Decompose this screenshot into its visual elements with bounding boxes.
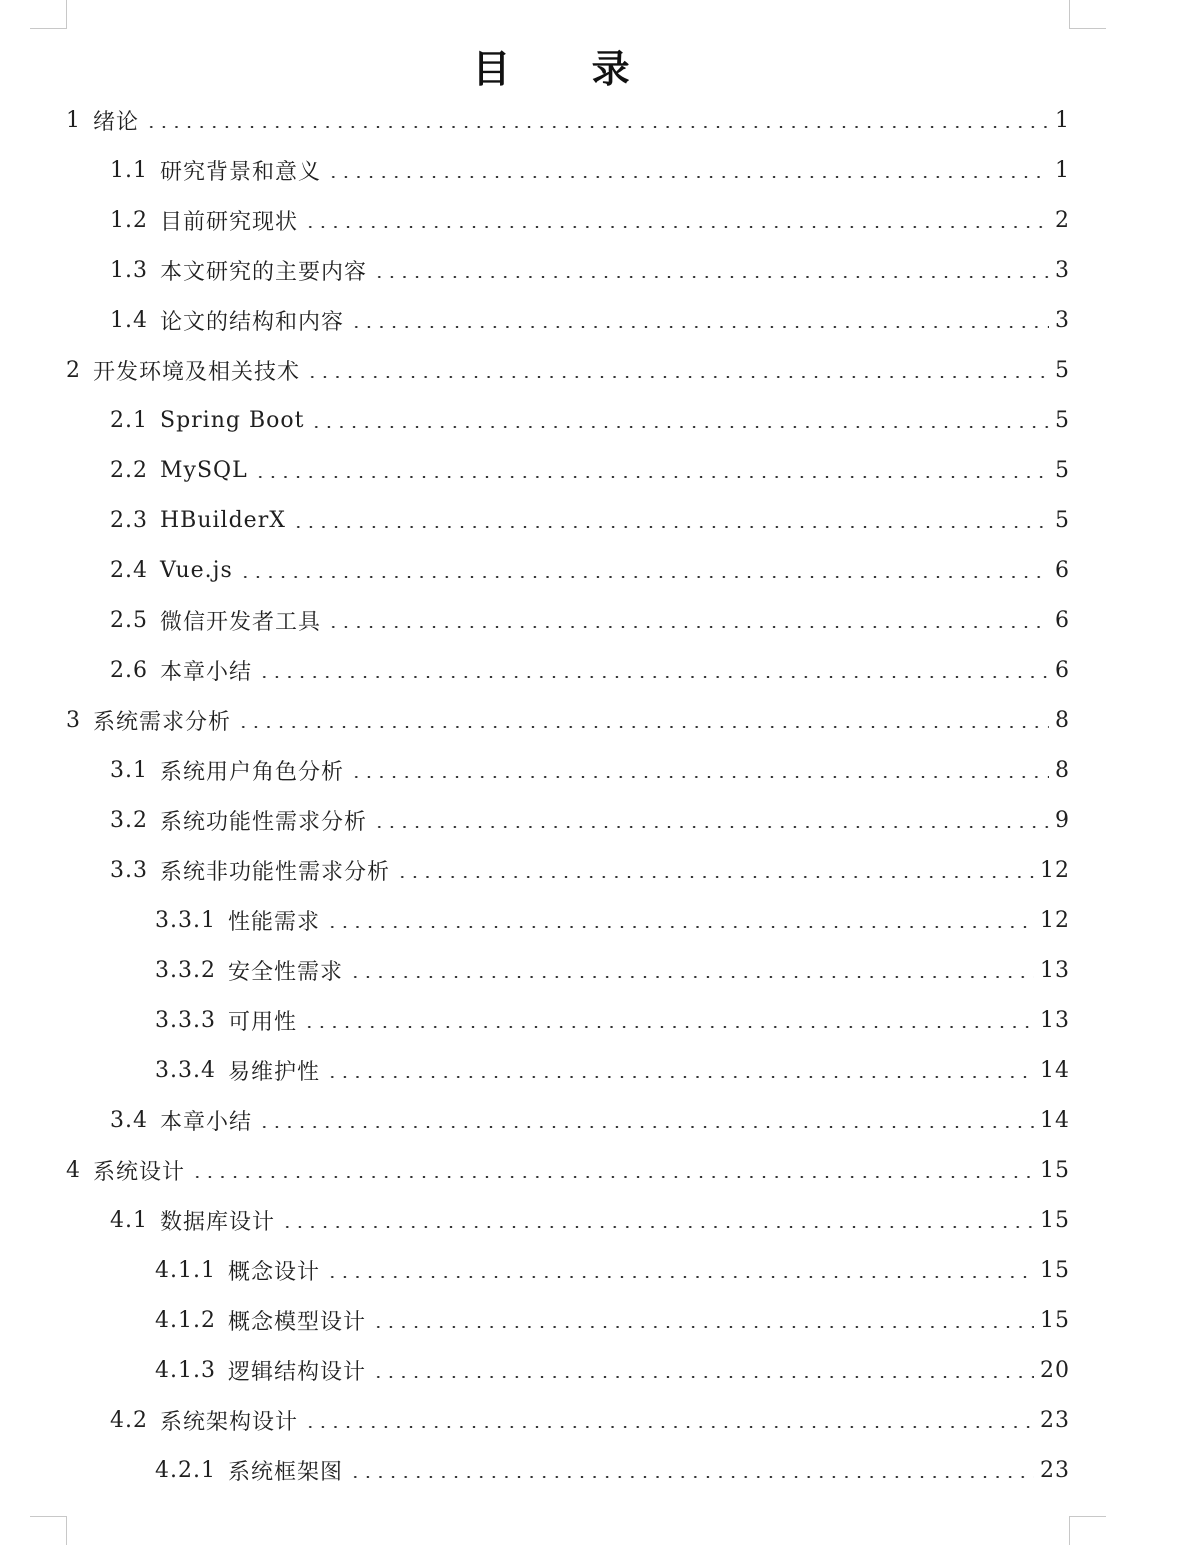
toc-entry[interactable]	[110, 295, 1070, 345]
toc-entry[interactable]	[66, 1145, 1070, 1195]
toc-entry[interactable]	[155, 895, 1070, 945]
toc-entry-number: 3	[66, 707, 81, 733]
toc-entry[interactable]	[110, 395, 1070, 445]
toc-entry-page-number: 8	[1055, 757, 1070, 783]
toc-dot-leader	[258, 1126, 1034, 1128]
toc-dot-leader	[327, 626, 1049, 628]
toc-entry-number: 2.6	[110, 657, 148, 683]
toc-entry-title: 系统功能性需求分析	[160, 809, 368, 835]
toc-entry[interactable]	[110, 1195, 1070, 1245]
toc-entry-number: 4.2	[110, 1407, 148, 1433]
toc-entry-number: 3.4	[110, 1107, 148, 1133]
toc-entry-title: HBuilderX	[160, 507, 286, 533]
toc-entry[interactable]	[110, 245, 1070, 295]
toc-entry[interactable]	[110, 645, 1070, 695]
toc-dot-leader	[281, 1226, 1034, 1228]
toc-dot-leader	[326, 1276, 1034, 1278]
toc-entry-title: Spring Boot	[160, 407, 305, 433]
toc-entry-page-number: 9	[1055, 807, 1070, 833]
toc-entry[interactable]	[66, 345, 1070, 395]
toc-dot-leader	[191, 1176, 1034, 1178]
toc-entry-page-number: 15	[1040, 1257, 1070, 1283]
toc-entry[interactable]	[155, 1245, 1070, 1295]
toc-dot-leader	[254, 476, 1049, 478]
toc-entry-number: 3.1	[110, 757, 148, 783]
toc-entry[interactable]	[110, 1095, 1070, 1145]
toc-entry[interactable]	[110, 195, 1070, 245]
toc-dot-leader	[396, 876, 1034, 878]
toc-entry[interactable]	[110, 495, 1070, 545]
toc-entry-title: MySQL	[160, 457, 248, 483]
toc-entry-title: 数据库设计	[160, 1209, 276, 1235]
toc-entry-page-number: 12	[1040, 907, 1070, 933]
toc-entry-number: 3.3.3	[155, 1007, 216, 1033]
toc-entry-number: 3.3.1	[155, 907, 216, 933]
toc-entry-title: 系统非功能性需求分析	[160, 859, 391, 885]
toc-entry[interactable]	[110, 795, 1070, 845]
toc-entry-page-number: 3	[1055, 307, 1070, 333]
toc-dot-leader	[326, 926, 1034, 928]
toc-entry-title: 安全性需求	[227, 959, 343, 985]
toc-entry-number: 2.4	[110, 557, 148, 583]
toc-entry-title: 本章小结	[160, 659, 253, 685]
toc-entry[interactable]	[110, 545, 1070, 595]
toc-entry-number: 1.2	[110, 207, 148, 233]
toc-entry-page-number: 5	[1055, 457, 1070, 483]
toc-entry-title: 系统用户角色分析	[160, 759, 345, 785]
toc-entry-number: 1.4	[110, 307, 148, 333]
toc-entry-number: 4.2.1	[155, 1457, 216, 1483]
toc-entry-title: 系统设计	[93, 1159, 186, 1185]
toc-entry-page-number: 14	[1040, 1057, 1070, 1083]
toc-dot-leader	[145, 126, 1049, 128]
toc-entry-number: 3.3.2	[155, 957, 216, 983]
toc-dot-leader	[350, 326, 1049, 328]
toc-entry-number: 2	[66, 357, 81, 383]
toc-entry-number: 3.3	[110, 857, 148, 883]
toc-dot-leader	[350, 776, 1049, 778]
toc-dot-leader	[349, 976, 1034, 978]
toc-entry-number: 1.3	[110, 257, 148, 283]
toc-dot-leader	[239, 576, 1049, 578]
toc-entry-page-number: 14	[1040, 1107, 1070, 1133]
toc-entry-page-number: 12	[1040, 857, 1070, 883]
toc-dot-leader	[306, 376, 1049, 378]
toc-entry-title: 概念模型设计	[227, 1309, 366, 1335]
toc-entry-page-number: 8	[1055, 707, 1070, 733]
toc-dot-leader	[304, 1426, 1034, 1428]
toc-entry-title: Vue.js	[160, 557, 233, 583]
toc-entry-number: 2.2	[110, 457, 148, 483]
toc-entry-page-number: 2	[1055, 207, 1070, 233]
toc-entry-number: 3.3.4	[155, 1057, 216, 1083]
toc-entry-title: 系统框架图	[227, 1459, 343, 1485]
toc-entry[interactable]	[66, 695, 1070, 745]
toc-entry-number: 4.1	[110, 1207, 148, 1233]
toc-dot-leader	[326, 1076, 1034, 1078]
toc-entry-title: 系统架构设计	[160, 1409, 299, 1435]
page-corner-mark-top-left	[30, 0, 67, 29]
toc-entry-page-number: 23	[1040, 1407, 1070, 1433]
toc-entry-number: 4.1.3	[155, 1357, 216, 1383]
toc-entry-title: 系统需求分析	[93, 709, 232, 735]
toc-entry-page-number: 23	[1040, 1457, 1070, 1483]
toc-entry-page-number: 15	[1040, 1307, 1070, 1333]
toc-entry-title: 目前研究现状	[160, 209, 299, 235]
toc-entry[interactable]	[155, 1295, 1070, 1345]
toc-entry-page-number: 15	[1040, 1207, 1070, 1233]
toc-entry-number: 1.1	[110, 157, 148, 183]
toc-entry-title: 开发环境及相关技术	[93, 359, 301, 385]
toc-entry[interactable]	[155, 1345, 1070, 1395]
toc-entry[interactable]	[110, 445, 1070, 495]
toc-entry[interactable]	[155, 1445, 1070, 1495]
toc-entry[interactable]	[110, 145, 1070, 195]
toc-dot-leader	[303, 1026, 1034, 1028]
toc-entry-page-number: 15	[1040, 1157, 1070, 1183]
toc-dot-leader	[258, 676, 1049, 678]
toc-entry-title: 绪论	[93, 109, 140, 135]
page-title: 目 录	[472, 47, 664, 91]
toc-dot-leader	[373, 276, 1049, 278]
toc-entry[interactable]	[110, 1395, 1070, 1445]
toc-dot-leader	[310, 426, 1049, 428]
toc-entry-page-number: 5	[1055, 407, 1070, 433]
toc-entry-title: 研究背景和意义	[160, 159, 322, 185]
toc-entry-page-number: 1	[1055, 157, 1070, 183]
page-corner-mark-bottom-left	[30, 1516, 67, 1545]
toc-dot-leader	[372, 1326, 1034, 1328]
toc-entry-number: 4.1.2	[155, 1307, 216, 1333]
toc-entry-page-number: 20	[1040, 1357, 1070, 1383]
toc-dot-leader	[292, 526, 1049, 528]
toc-entry-title: 本章小结	[160, 1109, 253, 1135]
toc-entry-page-number: 13	[1040, 957, 1070, 983]
toc-entry-number: 3.2	[110, 807, 148, 833]
toc-entry-title: 概念设计	[227, 1259, 320, 1285]
toc-entry-number: 2.3	[110, 507, 148, 533]
toc-entry[interactable]	[155, 1045, 1070, 1095]
toc-dot-leader	[349, 1476, 1034, 1478]
toc-entry-number: 2.5	[110, 607, 148, 633]
toc-entry-title: 论文的结构和内容	[160, 309, 345, 335]
toc-entry[interactable]	[110, 595, 1070, 645]
toc-entry-page-number: 5	[1055, 507, 1070, 533]
toc-dot-leader	[327, 176, 1049, 178]
toc-entry-title: 本文研究的主要内容	[160, 259, 368, 285]
toc-entry-number: 4.1.1	[155, 1257, 216, 1283]
toc-entry-page-number: 5	[1055, 357, 1070, 383]
toc-entry-number: 1	[66, 107, 81, 133]
toc-entry-title: 易维护性	[227, 1059, 320, 1085]
page-corner-mark-bottom-right	[1069, 1516, 1106, 1545]
toc-entry-title: 性能需求	[227, 909, 320, 935]
toc-dot-leader	[304, 226, 1049, 228]
toc-dot-leader	[373, 826, 1049, 828]
toc-entry-title: 微信开发者工具	[160, 609, 322, 635]
toc-entry-page-number: 6	[1055, 607, 1070, 633]
toc-entry-page-number: 6	[1055, 657, 1070, 683]
toc-entry-number: 2.1	[110, 407, 148, 433]
toc-dot-leader	[372, 1376, 1034, 1378]
toc-entry[interactable]	[155, 995, 1070, 1045]
toc-entry-title: 逻辑结构设计	[227, 1359, 366, 1385]
toc-entry-page-number: 13	[1040, 1007, 1070, 1033]
toc-entry[interactable]	[66, 95, 1070, 145]
toc-entry-title: 可用性	[227, 1009, 297, 1035]
toc-entry-page-number: 1	[1055, 107, 1070, 133]
toc-entry-page-number: 3	[1055, 257, 1070, 283]
toc-entry[interactable]	[110, 745, 1070, 795]
toc-entry-page-number: 6	[1055, 557, 1070, 583]
toc-entry-number: 4	[66, 1157, 81, 1183]
toc-dot-leader	[237, 726, 1049, 728]
toc-entry[interactable]	[155, 945, 1070, 995]
toc-entry[interactable]	[110, 845, 1070, 895]
page-corner-mark-top-right	[1069, 0, 1106, 29]
